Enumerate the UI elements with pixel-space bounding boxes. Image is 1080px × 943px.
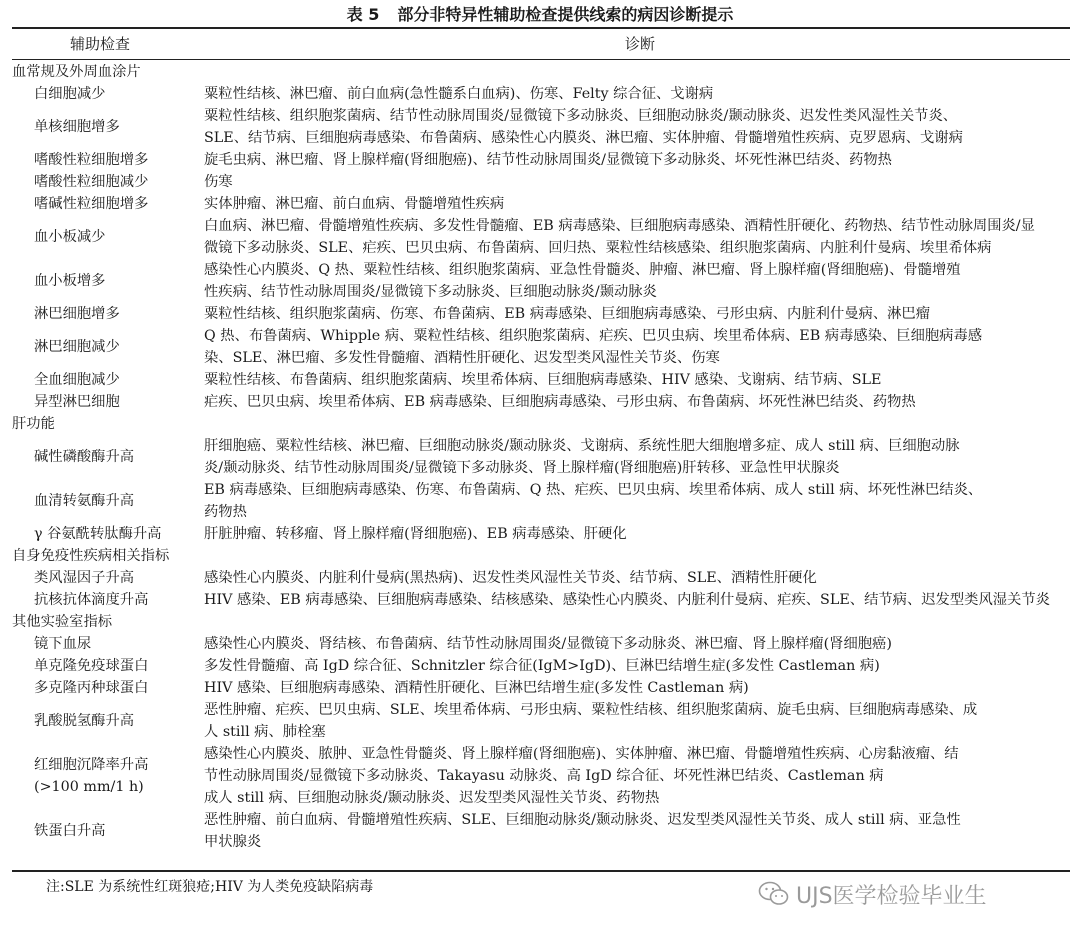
section-heading: 血常规及外周血涂片 <box>12 64 141 80</box>
exam-cell: 淋巴细胞增多 <box>34 306 120 322</box>
table-row <box>12 149 1070 171</box>
watermark <box>758 877 987 911</box>
exam-cell: 类风湿因子升高 <box>34 570 135 586</box>
diagnosis-cell: 感染性心内膜炎、肾结核、布鲁菌病、结节性动脉周围炎/显微镜下多动脉炎、淋巴瘤、肾上腺样瘤(肾细胞癌) <box>204 636 892 652</box>
diagnosis-cell: 粟粒性结核、组织胞浆菌病、结节性动脉周围炎/显微镜下多动脉炎、巨细胞动脉炎/颞动脉炎、迟发性类风湿性关节炎、 SLE、结节病、巨细胞病毒感染、布鲁菌病、感染性心内膜炎、淋巴瘤、实体肿瘤、骨髓增殖性疾病、克罗恩病、戈谢病 <box>204 108 963 146</box>
bottom-rule <box>12 870 1070 872</box>
exam-cell: 嗜酸性粒细胞增多 <box>34 152 149 168</box>
exam-cell: 嗜酸性粒细胞减少 <box>34 174 149 190</box>
wechat-icon <box>758 880 790 908</box>
table-row <box>12 215 1070 259</box>
table-row <box>12 523 1070 545</box>
table-row <box>12 809 1070 853</box>
table-row <box>12 259 1070 303</box>
table-row <box>12 325 1070 369</box>
exam-cell: 全血细胞减少 <box>34 372 120 388</box>
exam-cell: 乳酸脱氢酶升高 <box>34 713 135 729</box>
table-row <box>12 677 1070 699</box>
diagnosis-cell: HIV 感染、巨细胞病毒感染、酒精性肝硬化、巨淋巴结增生症(多发性 Castleman 病) <box>204 680 749 696</box>
header-diagnosis: 诊断 <box>625 35 656 53</box>
table-row <box>12 391 1070 413</box>
diagnosis-cell: HIV 感染、EB 病毒感染、巨细胞病毒感染、结核感染、感染性心内膜炎、内脏利什曼病、疟疾、SLE、结节病、迟发型类风湿关节炎 <box>204 592 1050 608</box>
exam-cell: 单核细胞增多 <box>34 119 120 135</box>
table-number: 表 5 <box>346 5 380 24</box>
diagnosis-cell: 恶性肿瘤、疟疾、巴贝虫病、SLE、埃里希体病、弓形虫病、粟粒性结核、组织胞浆菌病、旋毛虫病、巨细胞病毒感染、成 人 still 病、肺栓塞 <box>204 702 978 740</box>
exam-cell: 淋巴细胞减少 <box>34 339 120 355</box>
table-body <box>12 61 1070 853</box>
table-row <box>12 83 1070 105</box>
table-row <box>12 369 1070 391</box>
diagnosis-cell: 恶性肿瘤、前白血病、骨髓增殖性疾病、SLE、巨细胞动脉炎/颞动脉炎、迟发型类风湿性关节炎、成人 still 病、亚急性 甲状腺炎 <box>204 812 961 850</box>
section-heading: 肝功能 <box>12 416 55 432</box>
table-row <box>12 743 1070 809</box>
exam-cell: 碱性磷酸酶升高 <box>34 449 135 465</box>
table-note: 注:SLE 为系统性红斑狼疮;HIV 为人类免疫缺陷病毒 <box>46 879 374 895</box>
header-rule <box>12 59 1070 60</box>
exam-cell: 抗核抗体滴度升高 <box>34 592 149 608</box>
section-heading: 自身免疫性疾病相关指标 <box>12 548 170 564</box>
table-row <box>12 699 1070 743</box>
exam-cell: 白细胞减少 <box>34 86 106 102</box>
diagnosis-cell: Q 热、布鲁菌病、Whipple 病、粟粒性结核、组织胞浆菌病、疟疾、巴贝虫病、埃里希体病、EB 病毒感染、巨细胞病毒感 染、SLE、淋巴瘤、多发性骨髓瘤、酒精性肝硬化、迟发型类风湿性关节炎、伤寒 <box>204 328 983 366</box>
exam-cell: 血小板增多 <box>34 273 106 289</box>
diagnosis-cell: 感染性心内膜炎、脓肿、亚急性骨髓炎、肾上腺样瘤(肾细胞癌)、实体肿瘤、淋巴瘤、骨髓增殖性疾病、心房黏液瘤、结 节性动脉周围炎/显微镜下多动脉炎、Takayasu 动脉炎、高 IgD 综合征、坏死性淋巴结炎、Castleman 病 成人 still 病、巨细胞动脉炎/颞动脉炎、迟发型类风湿性关节炎、药物热 <box>204 746 959 806</box>
diagnosis-cell: 旋毛虫病、淋巴瘤、肾上腺样瘤(肾细胞癌)、结节性动脉周围炎/显微镜下多动脉炎、坏死性淋巴结炎、药物热 <box>204 152 892 168</box>
diagnosis-cell: 感染性心内膜炎、内脏利什曼病(黑热病)、迟发性类风湿性关节炎、结节病、SLE、酒精性肝硬化 <box>204 570 817 586</box>
table-row <box>12 105 1070 149</box>
exam-cell: 单克隆免疫球蛋白 <box>34 658 149 674</box>
diagnosis-cell: 感染性心内膜炎、Q 热、粟粒性结核、组织胞浆菌病、亚急性骨髓炎、肿瘤、淋巴瘤、肾上腺样瘤(肾细胞癌)、骨髓增殖 性疾病、结节性动脉周围炎/显微镜下多动脉炎、巨细胞动脉炎/颞动脉炎 <box>204 262 961 300</box>
exam-cell: 嗜碱性粒细胞增多 <box>34 196 149 212</box>
exam-cell: 血清转氨酶升高 <box>34 493 135 509</box>
exam-cell: 异型淋巴细胞 <box>34 394 120 410</box>
exam-cell: 血小板减少 <box>34 229 106 245</box>
table-row <box>12 193 1070 215</box>
top-rule <box>12 27 1070 29</box>
diagnosis-cell: 伤寒 <box>204 174 233 190</box>
table-row <box>12 479 1070 523</box>
watermark-text: UJS医学检验毕业生 <box>796 883 987 909</box>
table-row <box>12 655 1070 677</box>
table-row <box>12 633 1070 655</box>
diagnosis-cell: 白血病、淋巴瘤、骨髓增殖性疾病、多发性骨髓瘤、EB 病毒感染、巨细胞病毒感染、酒精性肝硬化、药物热、结节性动脉周围炎/显 微镜下多动脉炎、SLE、疟疾、巴贝虫病、布鲁菌病、回归热、粟粒性结核感染、组织胞浆菌病、内脏利什曼病、埃里希体病 <box>204 218 1035 256</box>
table-row <box>12 589 1070 611</box>
exam-cell: 红细胞沉降率升高 (>100 mm/1 h) <box>34 757 149 795</box>
exam-cell: 多克隆丙种球蛋白 <box>34 680 149 696</box>
diagnosis-cell: 疟疾、巴贝虫病、埃里希体病、EB 病毒感染、巨细胞病毒感染、弓形虫病、布鲁菌病、坏死性淋巴结炎、药物热 <box>204 394 916 410</box>
diagnosis-cell: EB 病毒感染、巨细胞病毒感染、伤寒、布鲁菌病、Q 热、疟疾、巴贝虫病、埃里希体病、成人 still 病、坏死性淋巴结炎、 药物热 <box>204 482 983 520</box>
diagnosis-cell: 肝脏肿瘤、转移瘤、肾上腺样瘤(肾细胞癌)、EB 病毒感染、肝硬化 <box>204 526 627 542</box>
header-exam: 辅助检查 <box>70 35 131 53</box>
section-heading: 其他实验室指标 <box>12 614 113 630</box>
exam-cell: 镜下血尿 <box>34 636 92 652</box>
diagnosis-cell: 粟粒性结核、组织胞浆菌病、伤寒、布鲁菌病、EB 病毒感染、巨细胞病毒感染、弓形虫病、内脏利什曼病、淋巴瘤 <box>204 306 931 322</box>
table-row <box>12 303 1070 325</box>
diagnosis-cell: 粟粒性结核、淋巴瘤、前白血病(急性髓系白血病)、伤寒、Felty 综合征、戈谢病 <box>204 86 714 102</box>
table-row <box>12 171 1070 193</box>
table-title: 部分非特异性辅助检查提供线索的病因诊断提示 <box>397 5 734 24</box>
table-row <box>12 435 1070 479</box>
exam-cell: 铁蛋白升高 <box>34 823 106 839</box>
table-caption <box>0 4 1080 26</box>
diagnosis-cell: 粟粒性结核、布鲁菌病、组织胞浆菌病、埃里希体病、巨细胞病毒感染、HIV 感染、戈谢病、结节病、SLE <box>204 372 882 388</box>
table-row <box>12 567 1070 589</box>
diagnosis-cell: 肝细胞癌、粟粒性结核、淋巴瘤、巨细胞动脉炎/颞动脉炎、戈谢病、系统性肥大细胞增多症、成人 still 病、巨细胞动脉 炎/颞动脉炎、结节性动脉周围炎/显微镜下多动脉炎、肾上腺样瘤(肾细胞癌)肝转移、亚急性甲状腺炎 <box>204 438 960 476</box>
diagnosis-cell: 实体肿瘤、淋巴瘤、前白血病、骨髓增殖性疾病 <box>204 196 505 212</box>
diagnosis-cell: 多发性骨髓瘤、高 IgD 综合征、Schnitzler 综合征(IgM>IgD)、巨淋巴结增生症(多发性 Castleman 病) <box>204 658 880 674</box>
exam-cell: γ 谷氨酰转肽酶升高 <box>34 526 162 542</box>
